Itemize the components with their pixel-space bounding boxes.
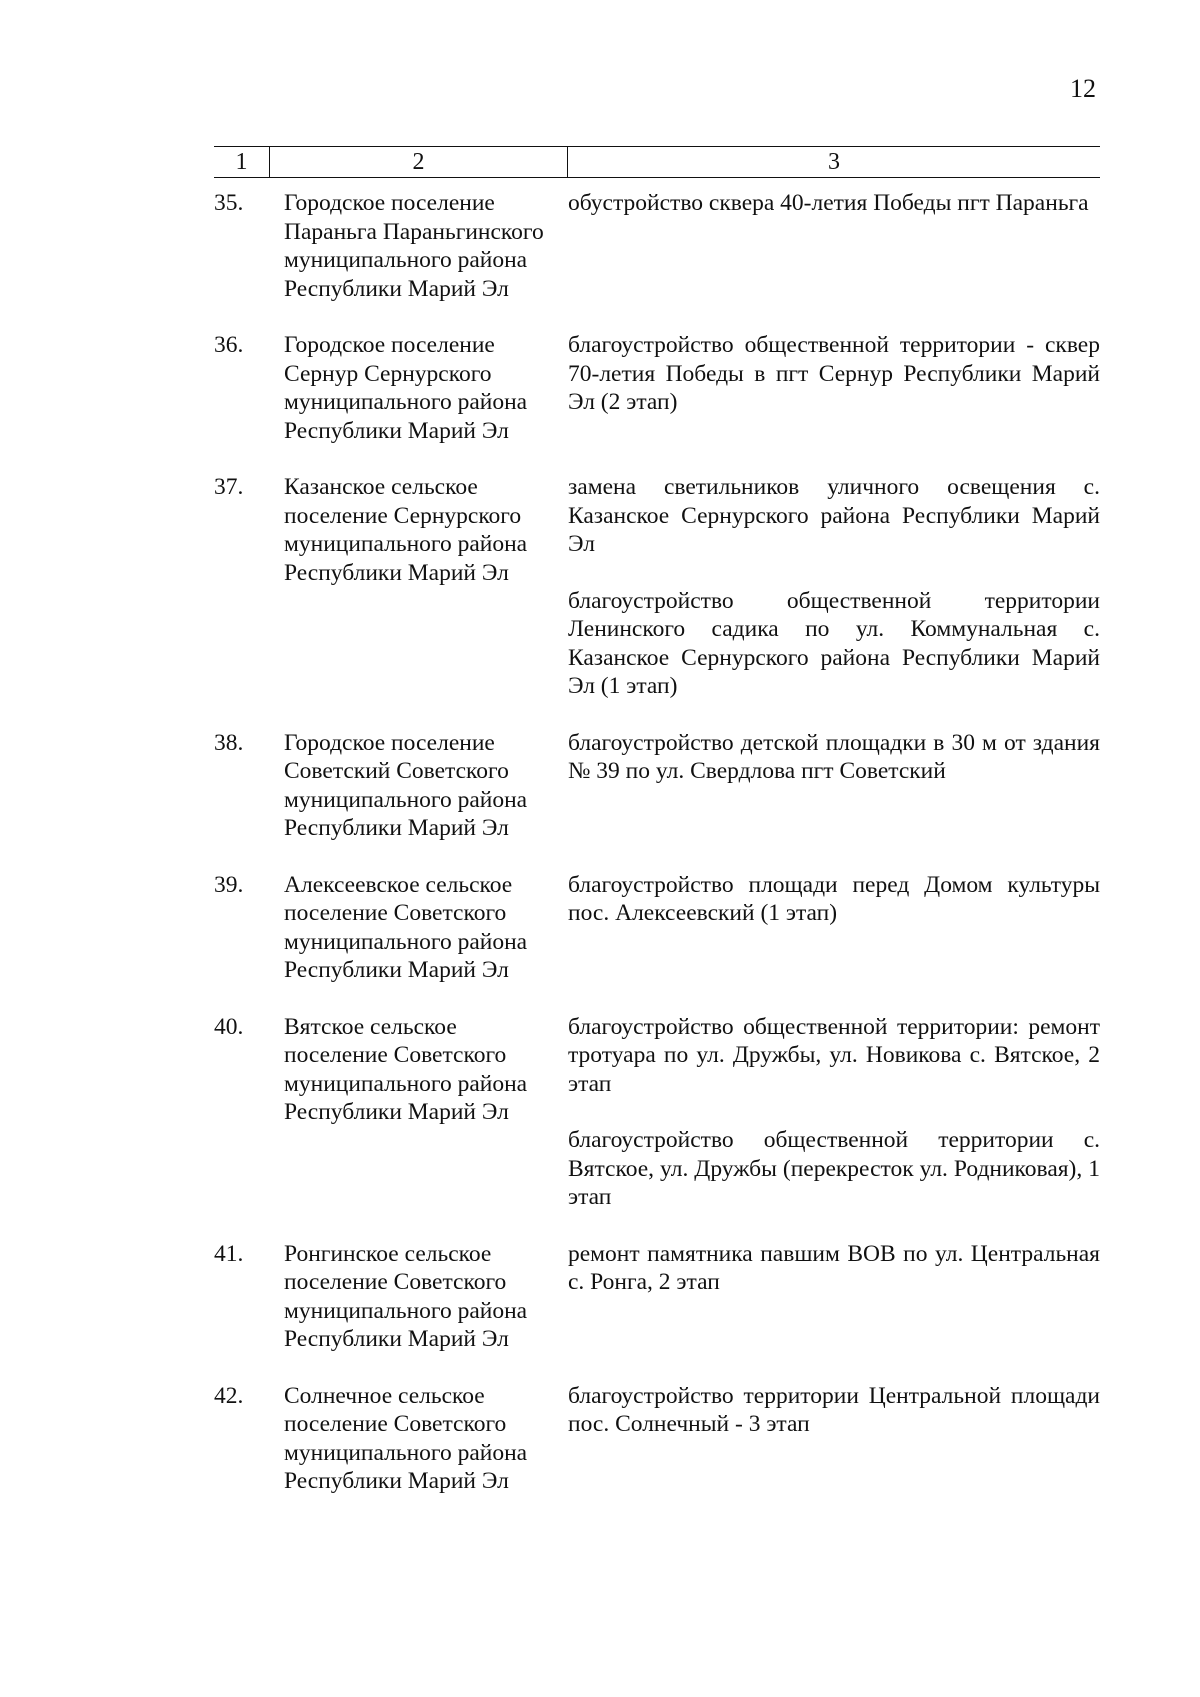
row-number: 40. — [214, 1013, 244, 1040]
row-number: 38. — [214, 729, 244, 756]
municipality-name: Ронгинское сельское поселение Советского муниципального района Республики Марий Эл — [284, 1240, 528, 1352]
table-row — [214, 871, 1100, 985]
work-description: благоустройство общественной территории Ленинского садика по ул. Коммунальная с. Казанское Сернурского района Республики Марий Эл (1 этап) — [568, 587, 1100, 699]
municipality-cell — [262, 473, 552, 587]
works-cell — [568, 1240, 1100, 1297]
municipality-name: Городское поселение Советский Советского муниципального района Республики Марий Эл — [284, 729, 528, 841]
municipality-cell — [262, 729, 552, 843]
header-col-3: 3 — [828, 149, 840, 175]
row-number: 37. — [214, 474, 244, 500]
work-description: благоустройство общественной территории: ремонт тротуара по ул. Дружбы, ул. Новикова с. Вятское, 2 этап — [568, 1013, 1100, 1097]
work-description: благоустройство территории Центральной площади пос. Солнечный - 3 этап — [568, 1382, 1100, 1437]
works-cell — [568, 1013, 1100, 1212]
table-header — [214, 146, 1100, 178]
municipality-name: Казанское сельское поселение Сернурского муниципального района Республики Марий Эл — [284, 474, 528, 586]
work-description: благоустройство общественной территории с. Вятское, ул. Дружбы (перекресток ул. Родниковая), 1 этап — [568, 1127, 1100, 1210]
row-number: 41. — [214, 1240, 244, 1267]
work-description: обустройство сквера 40-летия Победы пгт Параньга — [568, 190, 1089, 216]
table-row — [214, 331, 1100, 445]
work-description: благоустройство площади перед Домом культуры пос. Алексеевский (1 этап) — [568, 871, 1100, 926]
row-number: 42. — [214, 1382, 244, 1409]
municipality-name: Алексеевское сельское поселение Советского муниципального района Республики Марий Эл — [284, 871, 528, 983]
work-description: благоустройство детской площадки в 30 м от здания № 39 по ул. Свердлова пгт Советский — [568, 729, 1100, 784]
table-row — [214, 189, 1100, 303]
municipality-name: Вятское сельское поселение Советского муниципального района Республики Марий Эл — [284, 1013, 528, 1125]
works-cell — [568, 729, 1100, 786]
row-number: 39. — [214, 871, 244, 898]
municipality-cell — [262, 189, 552, 303]
table-row — [214, 1240, 1100, 1354]
municipality-cell — [262, 1013, 552, 1127]
municipality-cell — [262, 331, 552, 445]
table-row — [214, 1013, 1100, 1212]
row-number: 36. — [214, 332, 244, 358]
table-row — [214, 1382, 1100, 1496]
municipality-name: Городское поселение Параньга Параньгинского муниципального района Республики Марий Эл — [284, 190, 544, 302]
work-description: замена светильников уличного освещения с. Казанское Сернурского района Республики Марий Эл — [568, 474, 1100, 557]
header-col-2: 2 — [270, 147, 568, 177]
row-number: 35. — [214, 190, 244, 216]
header-col-1: 1 — [214, 147, 270, 177]
municipality-name: Солнечное сельское поселение Советского муниципального района Республики Марий Эл — [284, 1382, 528, 1494]
municipality-cell — [262, 871, 552, 985]
works-cell — [568, 871, 1100, 928]
table-body — [214, 178, 1100, 1496]
municipality-name: Городское поселение Сернур Сернурского муниципального района Республики Марий Эл — [284, 332, 528, 444]
table-row — [214, 473, 1100, 701]
works-cell — [568, 1382, 1100, 1439]
work-description: ремонт памятника павшим ВОВ по ул. Центральная с. Ронга, 2 этап — [568, 1240, 1100, 1295]
page-number: 12 — [1070, 74, 1096, 103]
table-row — [214, 729, 1100, 843]
works-cell — [568, 189, 1100, 218]
works-cell — [568, 331, 1100, 417]
objects-table — [214, 146, 1100, 1496]
municipality-cell — [262, 1382, 552, 1496]
works-cell — [568, 473, 1100, 701]
work-description: благоустройство общественной территории - сквер 70-летия Победы в пгт Сернур Республики Марий Эл (2 этап) — [568, 332, 1100, 415]
municipality-cell — [262, 1240, 552, 1354]
